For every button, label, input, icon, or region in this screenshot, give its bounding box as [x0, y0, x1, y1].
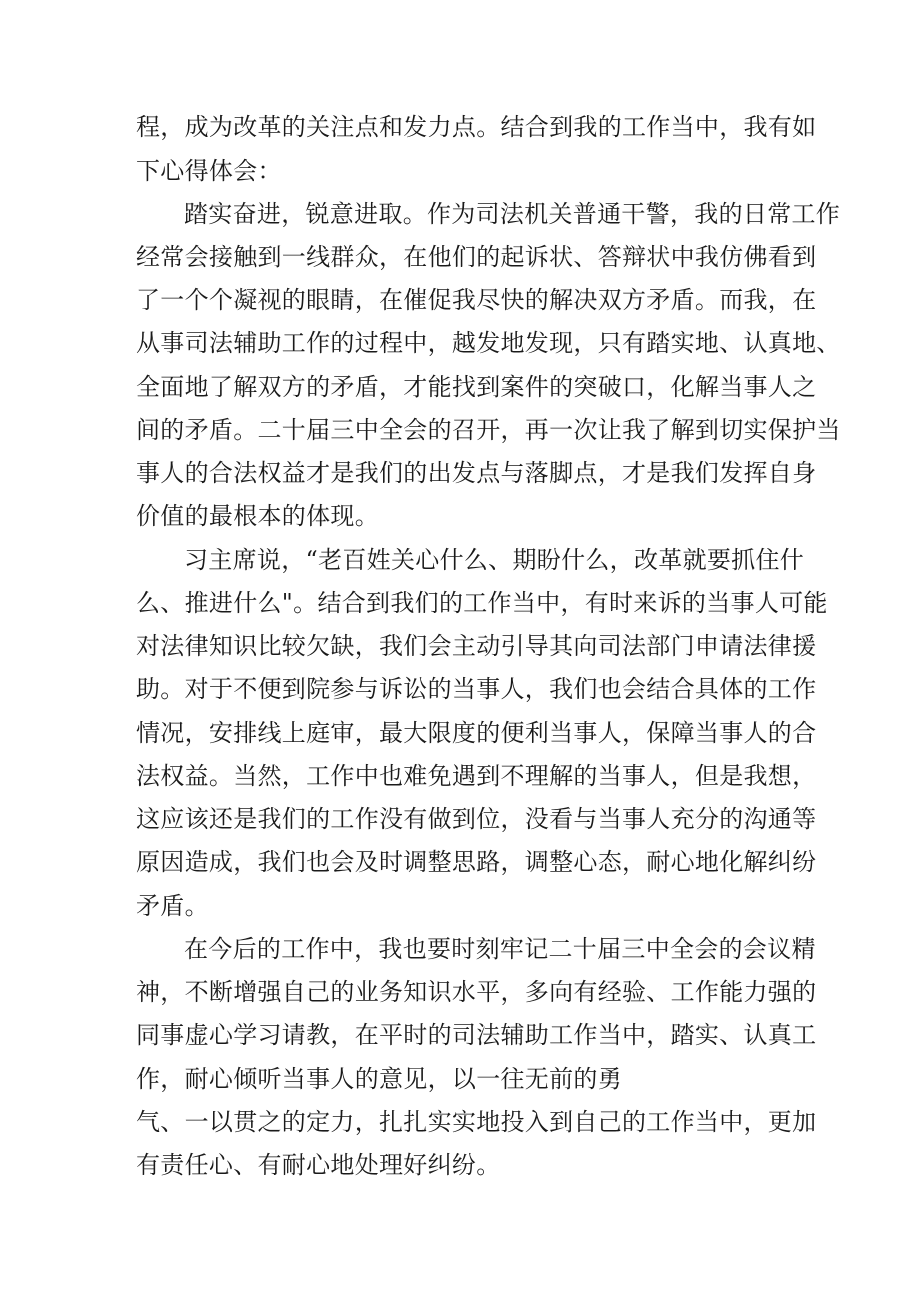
text-line: 从事司法辅助工作的过程中，越发地发现，只有踏实地、认真地、: [136, 329, 841, 357]
text-line: 对法律知识比较欠缺，我们会主动引导其向司法部门申请法律援: [136, 632, 817, 660]
text-line: 作，耐心倾听当事人的意见，以一往无前的勇: [136, 1065, 622, 1093]
text-line: 有责任心、有耐心地处理好纠纷。: [136, 1151, 501, 1179]
paragraph-start-line: 习主席说，“老百姓关心什么、期盼什么，改革就要抓住什: [184, 546, 805, 574]
paragraph-start-line: 在今后的工作中，我也要时刻牢记二十届三中全会的会议精: [184, 935, 816, 963]
text-line: 间的矛盾。二十届三中全会的召开，再一次让我了解到切实保护当: [136, 416, 841, 444]
text-line: 事人的合法权益才是我们的出发点与落脚点，才是我们发挥自身: [136, 459, 817, 487]
text-line: 么、推进什么"。结合到我们的工作当中，有时来诉的当事人可能: [136, 589, 828, 617]
text-line: 气、一以贯之的定力，扎扎实实地投入到自己的工作当中，更加: [136, 1108, 817, 1136]
text-line: 情况，安排线上庭审，最大限度的便利当事人，保障当事人的合: [136, 719, 817, 747]
text-line: 下心得体会：: [136, 157, 282, 185]
text-line: 经常会接触到一线群众，在他们的起诉状、答辩状中我仿佛看到: [136, 243, 817, 271]
text-line: 原因造成，我们也会及时调整思路，调整心态，耐心地化解纠纷: [136, 848, 817, 876]
text-line: 矛盾。: [136, 892, 209, 920]
text-line: 这应该还是我们的工作没有做到位，没看与当事人充分的沟通等: [136, 805, 817, 833]
paragraph-start-line: 踏实奋进，锐意进取。作为司法机关普通干警，我的日常工作: [184, 200, 841, 228]
text-line: 法权益。当然，工作中也难免遇到不理解的当事人，但是我想，: [136, 762, 817, 790]
text-line: 全面地了解双方的矛盾，才能找到案件的突破口，化解当事人之: [136, 373, 817, 401]
text-line: 程，成为改革的关注点和发力点。结合到我的工作当中，我有如: [136, 113, 817, 141]
text-line: 价值的最根本的体现。: [136, 502, 379, 530]
text-line: 神，不断增强自己的业务知识水平，多向有经验、工作能力强的: [136, 978, 817, 1006]
text-line: 助。对于不便到院参与诉讼的当事人，我们也会结合具体的工作: [136, 675, 817, 703]
text-line: 了一个个凝视的眼睛，在催促我尽快的解决双方矛盾。而我，在: [136, 286, 817, 314]
text-line: 同事虚心学习请教，在平时的司法辅助工作当中，踏实、认真工: [136, 1021, 817, 1049]
